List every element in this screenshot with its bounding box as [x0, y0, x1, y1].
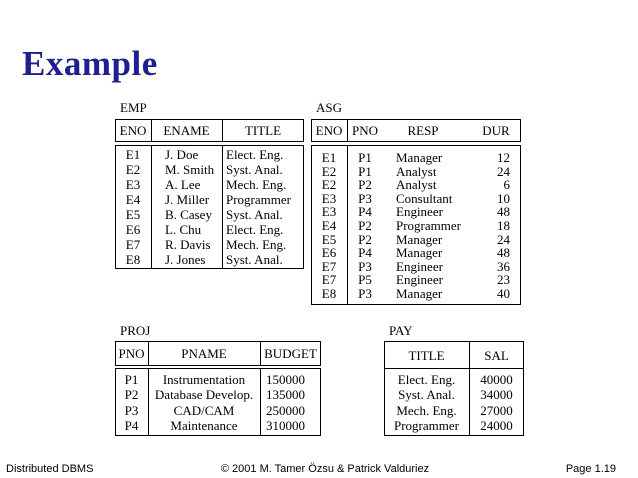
proj-header-pno: PNO: [118, 346, 145, 361]
emp-row-ename: R. Davis: [165, 237, 211, 252]
asg-row-eno: E3: [321, 204, 337, 220]
pay-header-sal: SAL: [484, 348, 509, 363]
asg-row-resp: Engineer: [396, 204, 443, 220]
emp-header-ename: ENAME: [163, 123, 210, 138]
emp-row-ename: B. Casey: [165, 207, 212, 222]
asg-header-dur: DUR: [482, 123, 510, 138]
asg-row-resp: Analyst: [396, 163, 437, 179]
asg-row-resp: Analyst: [396, 177, 437, 193]
emp-header-eno: ENO: [119, 123, 147, 138]
asg-row-eno: E7: [321, 258, 337, 274]
emp-row-title: Mech. Eng.: [226, 237, 287, 252]
asg-row-resp: Manager: [396, 231, 443, 247]
pay-row-sal: 34000: [480, 387, 513, 403]
asg-row-dur: 48: [497, 204, 510, 220]
asg-row-eno: E5: [321, 231, 337, 247]
proj-header-pname: PNAME: [181, 346, 227, 361]
asg-header-eno: ENO: [315, 123, 343, 138]
asg-row-pno: P3: [358, 258, 372, 274]
proj-row-budget: 310000: [266, 417, 305, 433]
asg-row-pno: P1: [358, 150, 372, 165]
asg-row-pno: P2: [358, 177, 372, 193]
proj-row-pno: P1: [124, 372, 139, 387]
asg-row-dur: 23: [497, 272, 510, 288]
proj-row-pno: P3: [124, 402, 139, 418]
pay-row-sal: 27000: [480, 402, 513, 418]
proj-row-pno: P2: [124, 387, 139, 403]
asg-row-dur: 40: [497, 286, 510, 301]
proj-row-pname: CAD/CAM: [173, 402, 235, 418]
emp-row-title: Syst. Anal.: [226, 207, 283, 222]
proj-header-budget: BUDGET: [264, 346, 317, 361]
asg-row-pno: P1: [358, 163, 372, 179]
proj-row-pname: Database Develop.: [154, 387, 254, 403]
proj-body-divider: [260, 368, 261, 436]
proj-row-budget: 250000: [266, 402, 305, 418]
asg-header-pno: PNO: [351, 123, 378, 138]
asg-row-pno: P2: [358, 231, 372, 247]
emp-row-title: Programmer: [226, 192, 291, 207]
asg-header-resp: RESP: [407, 123, 439, 138]
emp-body-divider: [222, 145, 223, 269]
asg-row-resp: Manager: [396, 286, 443, 301]
footer-course: Distributed DBMS: [6, 463, 94, 475]
asg-row-resp: Programmer: [396, 218, 461, 233]
asg-row-dur: 18: [497, 218, 510, 233]
asg-row-dur: 24: [497, 163, 510, 179]
asg-row-resp: Consultant: [396, 190, 453, 206]
asg-row-dur: 10: [497, 190, 510, 206]
emp-row-ename: J. Miller: [165, 192, 210, 207]
asg-row-resp: Engineer: [396, 258, 443, 274]
proj-row-pname: Instrumentation: [162, 372, 246, 387]
asg-row-dur: 48: [497, 245, 510, 261]
asg-row-eno: E8: [321, 286, 337, 301]
emp-table-name: EMP: [120, 100, 147, 115]
asg-row-eno: E7: [321, 272, 337, 288]
emp-row-title: Elect. Eng.: [226, 147, 284, 162]
proj-row-budget: 150000: [266, 372, 305, 387]
emp-row-title: Syst. Anal.: [226, 252, 283, 267]
asg-row-resp: Manager: [396, 245, 443, 261]
emp-row-ename: L. Chu: [165, 222, 202, 237]
proj-row-pname: Maintenance: [170, 417, 238, 433]
emp-row-eno: E3: [125, 177, 141, 192]
asg-table-name: ASG: [316, 100, 343, 115]
emp-row-ename: J. Jones: [165, 252, 206, 267]
pay-row-title: Mech. Eng.: [396, 402, 457, 418]
emp-row-ename: A. Lee: [165, 177, 201, 192]
emp-row-ename: M. Smith: [165, 162, 215, 177]
asg-row-pno: P4: [358, 204, 372, 220]
emp-row-title: Elect. Eng.: [226, 222, 284, 237]
emp-body-divider: [151, 145, 152, 269]
pay-table-name: PAY: [389, 323, 413, 338]
asg-row-eno: E4: [321, 218, 337, 233]
asg-row-pno: P3: [358, 286, 372, 301]
emp-row-eno: E8: [125, 252, 141, 267]
emp-row-eno: E2: [125, 162, 141, 177]
slide-title: Example: [22, 44, 158, 83]
proj-row-budget: 135000: [266, 387, 305, 403]
pay-row-title: Programmer: [394, 417, 459, 433]
pay-row-sal: 40000: [480, 372, 513, 387]
emp-row-title: Mech. Eng.: [226, 177, 287, 192]
emp-header-title: TITLE: [244, 123, 282, 138]
asg-row-eno: E6: [321, 245, 337, 261]
emp-row-eno: E6: [125, 222, 141, 237]
asg-row-dur: 6: [503, 177, 510, 193]
asg-row-eno: E1: [321, 150, 337, 165]
emp-row-title: Syst. Anal.: [226, 162, 283, 177]
asg-row-dur: 12: [497, 150, 510, 165]
asg-row-eno: E2: [321, 163, 337, 179]
emp-row-eno: E7: [125, 237, 141, 252]
emp-row-eno: E5: [125, 207, 141, 222]
asg-row-eno: E3: [321, 190, 337, 206]
emp-row-eno: E4: [125, 192, 141, 207]
proj-table-name: PROJ: [120, 323, 151, 338]
footer-copyright: © 2001 M. Tamer Özsu & Patrick Valduriez: [220, 463, 430, 475]
asg-row-dur: 36: [497, 258, 510, 274]
pay-row-title: Elect. Eng.: [397, 372, 456, 387]
asg-row-resp: Manager: [396, 150, 443, 165]
proj-row-pno: P4: [124, 417, 139, 433]
asg-row-pno: P5: [358, 272, 372, 288]
asg-row-eno: E2: [321, 177, 337, 193]
pay-row-title: Syst. Anal.: [398, 387, 455, 403]
asg-row-pno: P3: [358, 190, 372, 206]
emp-row-ename: J. Doe: [165, 147, 199, 162]
footer-page-number: Page 1.19: [565, 463, 616, 475]
asg-row-pno: P4: [358, 245, 372, 261]
pay-header-title: TITLE: [408, 348, 445, 363]
asg-row-resp: Engineer: [396, 272, 443, 288]
asg-row-pno: P2: [358, 218, 372, 233]
proj-body-divider: [148, 368, 149, 436]
emp-row-eno: E1: [125, 147, 141, 162]
asg-row-dur: 24: [497, 231, 510, 247]
pay-row-sal: 24000: [480, 417, 513, 433]
